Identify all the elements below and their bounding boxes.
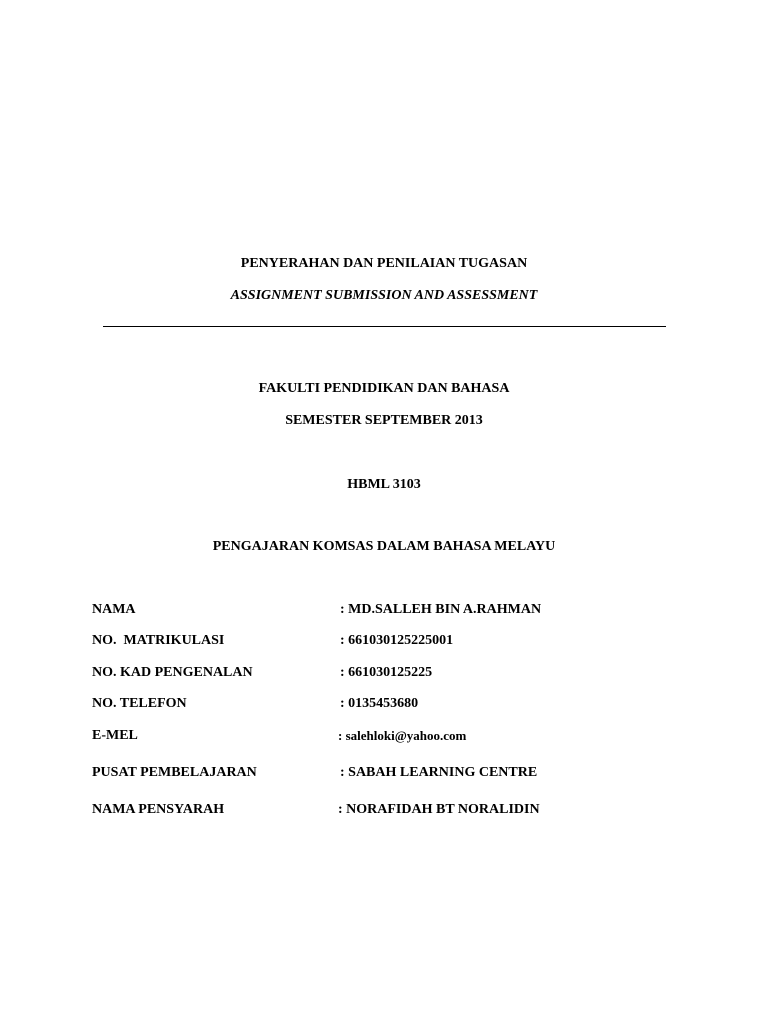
faculty-name: FAKULTI PENDIDIKAN DAN BAHASA [258,381,510,396]
title-english: ASSIGNMENT SUBMISSION AND ASSESSMENT [230,288,538,303]
semester-label: SEMESTER SEPTEMBER 2013 [285,413,483,428]
detail-row-matric [0,632,768,650]
detail-row-ic [0,664,768,682]
title-malay: PENYERAHAN DAN PENILAIAN TUGASAN [240,256,528,271]
detail-value: : SABAH LEARNING CENTRE [340,765,538,780]
detail-value: : salehloki@yahoo.com [338,728,467,743]
detail-label: NAMA [92,602,136,617]
detail-label: NO. MATRIKULASI [92,633,225,648]
detail-row-lecturer [0,801,768,819]
detail-value: : 0135453680 [340,696,419,711]
detail-row-name [0,601,768,619]
detail-value: : NORAFIDAH BT NORALIDIN [338,802,540,817]
detail-row-phone [0,695,768,713]
detail-row-email [0,727,768,745]
divider-line [103,326,666,327]
detail-label: NO. KAD PENGENALAN [92,665,253,680]
course-code: HBML 3103 [347,477,421,492]
detail-value: : 661030125225 [340,665,433,680]
detail-label: PUSAT PEMBELAJARAN [92,765,257,780]
course-name: PENGAJARAN KOMSAS DALAM BAHASA MELAYU [212,539,556,554]
detail-label: NO. TELEFON [92,696,187,711]
detail-row-centre [0,764,768,782]
detail-label: NAMA PENSYARAH [92,802,225,817]
detail-value: : 661030125225001 [340,633,454,648]
detail-value: : MD.SALLEH BIN A.RAHMAN [340,602,542,617]
detail-label: E-MEL [92,728,138,743]
